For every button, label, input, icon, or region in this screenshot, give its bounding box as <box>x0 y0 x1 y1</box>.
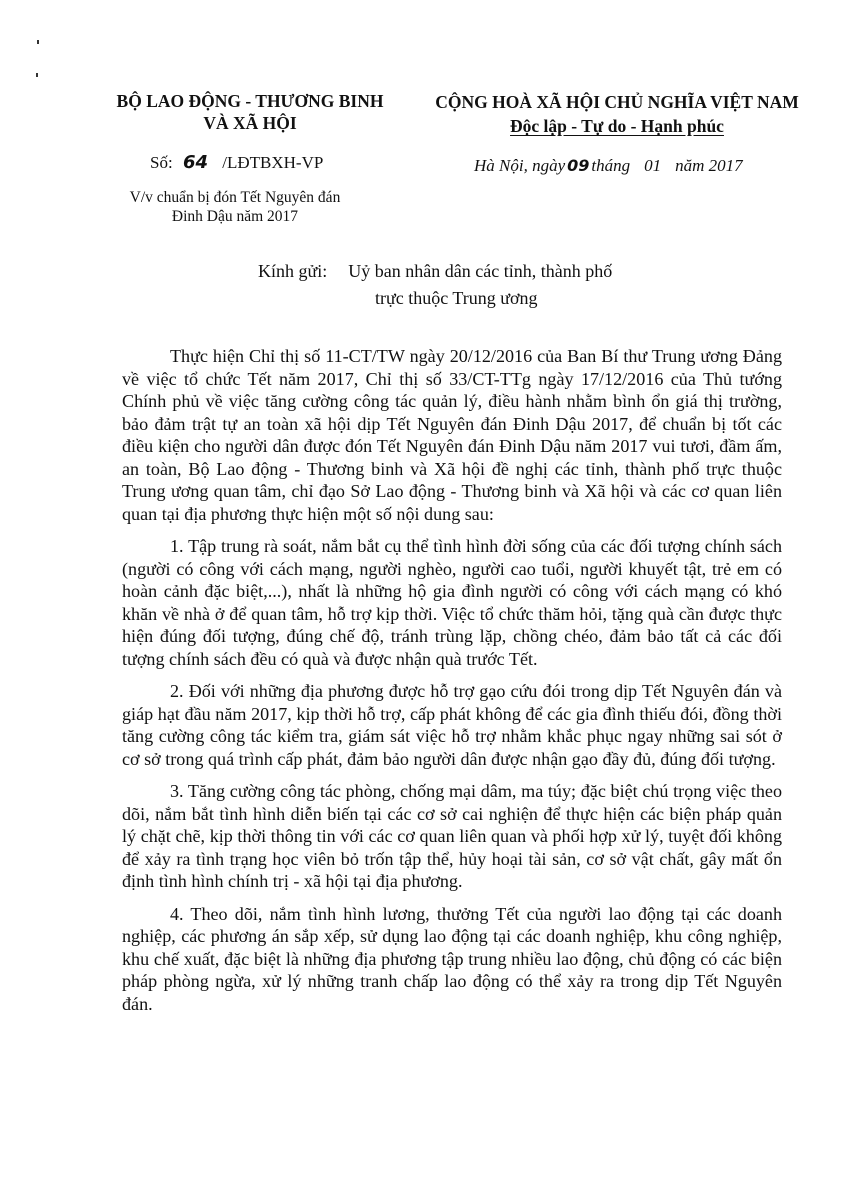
issue-date <box>474 156 743 176</box>
ministry-header <box>100 90 400 134</box>
addressee-line1: Uỷ ban nhân dân các tỉnh, thành phố <box>348 261 613 281</box>
date-month-label: tháng <box>591 156 631 175</box>
date-year: 2017 <box>708 156 743 175</box>
subject-line2: Đinh Dậu năm 2017 <box>171 208 299 225</box>
scan-speck <box>37 40 39 44</box>
nation-header <box>412 90 822 138</box>
intro-paragraph: Thực hiện Chỉ thị số 11-CT/TW ngày 20/12/2016 của Ban Bí thư Trung ương Đảng về việc tổ chức Tết năm 2017, Chỉ thị số 33/CT-TTg ngày 17/12/2016 của Thủ tướng Chính phủ về việc tăng cường công tác quản lý, điều hành nhằm bình ổn giá thị trường, bảo đảm trật tự an toàn xã hội dịp Tết Nguyên đán Đinh Dậu 2017, để chuẩn bị tốt các điều kiện cho người dân được đón Tết Nguyên đán Đinh Dậu năm 2017 vui tươi, đầm ấm, an toàn, Bộ Lao động - Thương binh và Xã hội đề nghị các tỉnh, thành phố trực thuộc Trung ương quan tâm, chỉ đạo Sở Lao động - Thương binh và Xã hội và các cơ quan liên quan tại địa phương thực hiện một số nội dung sau: <box>122 346 782 524</box>
item-paragraph-2: 2. Đối với những địa phương được hỗ trợ gạo cứu đói trong dịp Tết Nguyên đán và giáp hạt đầu năm 2017, kịp thời hỗ trợ, cấp phát không để các gia đình thiếu đói, đồng thời tăng cường công tác kiểm tra, giám sát việc hỗ trợ nhằm khắc phục ngay những sai sót ở cơ sở trong quá trình cấp phát, đảm bảo người dân được nhận gạo đầy đủ, đúng đối tượng. <box>122 681 782 769</box>
item-paragraph-3: 3. Tăng cường công tác phòng, chống mại dâm, ma túy; đặc biệt chú trọng việc theo dõi, nắm bắt tình hình diễn biến tại các cơ sở cai nghiện để thực hiện các biện pháp quản lý chặt chẽ, kịp thời thông tin với các cơ quan liên quan và phối hợp xử lý, tuyệt đối không để xảy ra tình trạng học viên bỏ trốn tập thể, hủy hoại tài sản, cơ sở vật chất, gây mất ổn định tình hình chính trị - xã hội tại địa phương. <box>122 781 782 891</box>
handwritten-document-number: 64 <box>182 152 208 173</box>
scan-speck <box>36 73 38 77</box>
document-number-prefix: Số: <box>150 153 173 172</box>
item-paragraph-4: 4. Theo dõi, nắm tình hình lương, thưởng Tết của người lao động tại các doanh nghiệp, các phương án sắp xếp, sử dụng lao động tại các doanh nghiệp, khu công nghiệp, khu chế xuất, đặc biệt là những địa phương tập trung nhiều lao động, chủ động có các biện pháp phòng ngừa, xử lý những tranh chấp lao động có thể xảy ra trong dịp Tết Nguyên đán. <box>122 903 782 1014</box>
nation-name: CỘNG HOÀ XÃ HỘI CHỦ NGHĨA VIỆT NAM <box>435 92 799 112</box>
handwritten-day: 09 <box>567 156 590 175</box>
date-month: 01 <box>644 156 662 175</box>
national-motto: Độc lập - Tự do - Hạnh phúc <box>510 116 724 136</box>
document-subject <box>100 188 370 226</box>
document-number <box>150 152 323 173</box>
item-paragraph-1: 1. Tập trung rà soát, nắm bắt cụ thể tình hình đời sống của các đối tượng chính sách (người có công với cách mạng, người nghèo, người cao tuổi, người khuyết tật, trẻ em có hoàn cảnh đặc biệt,...), nhất là những hộ gia đình người có công với cách mạng có khó khăn về nhà ở để quan tâm, hỗ trợ kịp thời. Việc tổ chức thăm hỏi, tặng quà cần được thực hiện đúng đối tượng, đúng chế độ, tránh trùng lặp, chồng chéo, đảm bảo tất cả các đối tượng chính sách đều có quà và được nhận quà trước Tết. <box>122 536 782 669</box>
addressee-block <box>258 258 612 312</box>
document-body <box>122 345 782 1025</box>
ministry-name-line1: BỘ LAO ĐỘNG - THƯƠNG BINH <box>116 91 384 111</box>
addressee-label: Kính gửi: <box>258 261 328 281</box>
document-number-suffix: /LĐTBXH-VP <box>222 153 324 172</box>
date-place-prefix: Hà Nội, ngày <box>474 156 566 175</box>
addressee-line2: trực thuộc Trung ương <box>375 288 538 308</box>
subject-line1: V/v chuẩn bị đón Tết Nguyên đán <box>129 189 341 206</box>
date-year-label: năm <box>675 156 705 175</box>
ministry-name-line2: VÀ XÃ HỘI <box>203 113 297 133</box>
